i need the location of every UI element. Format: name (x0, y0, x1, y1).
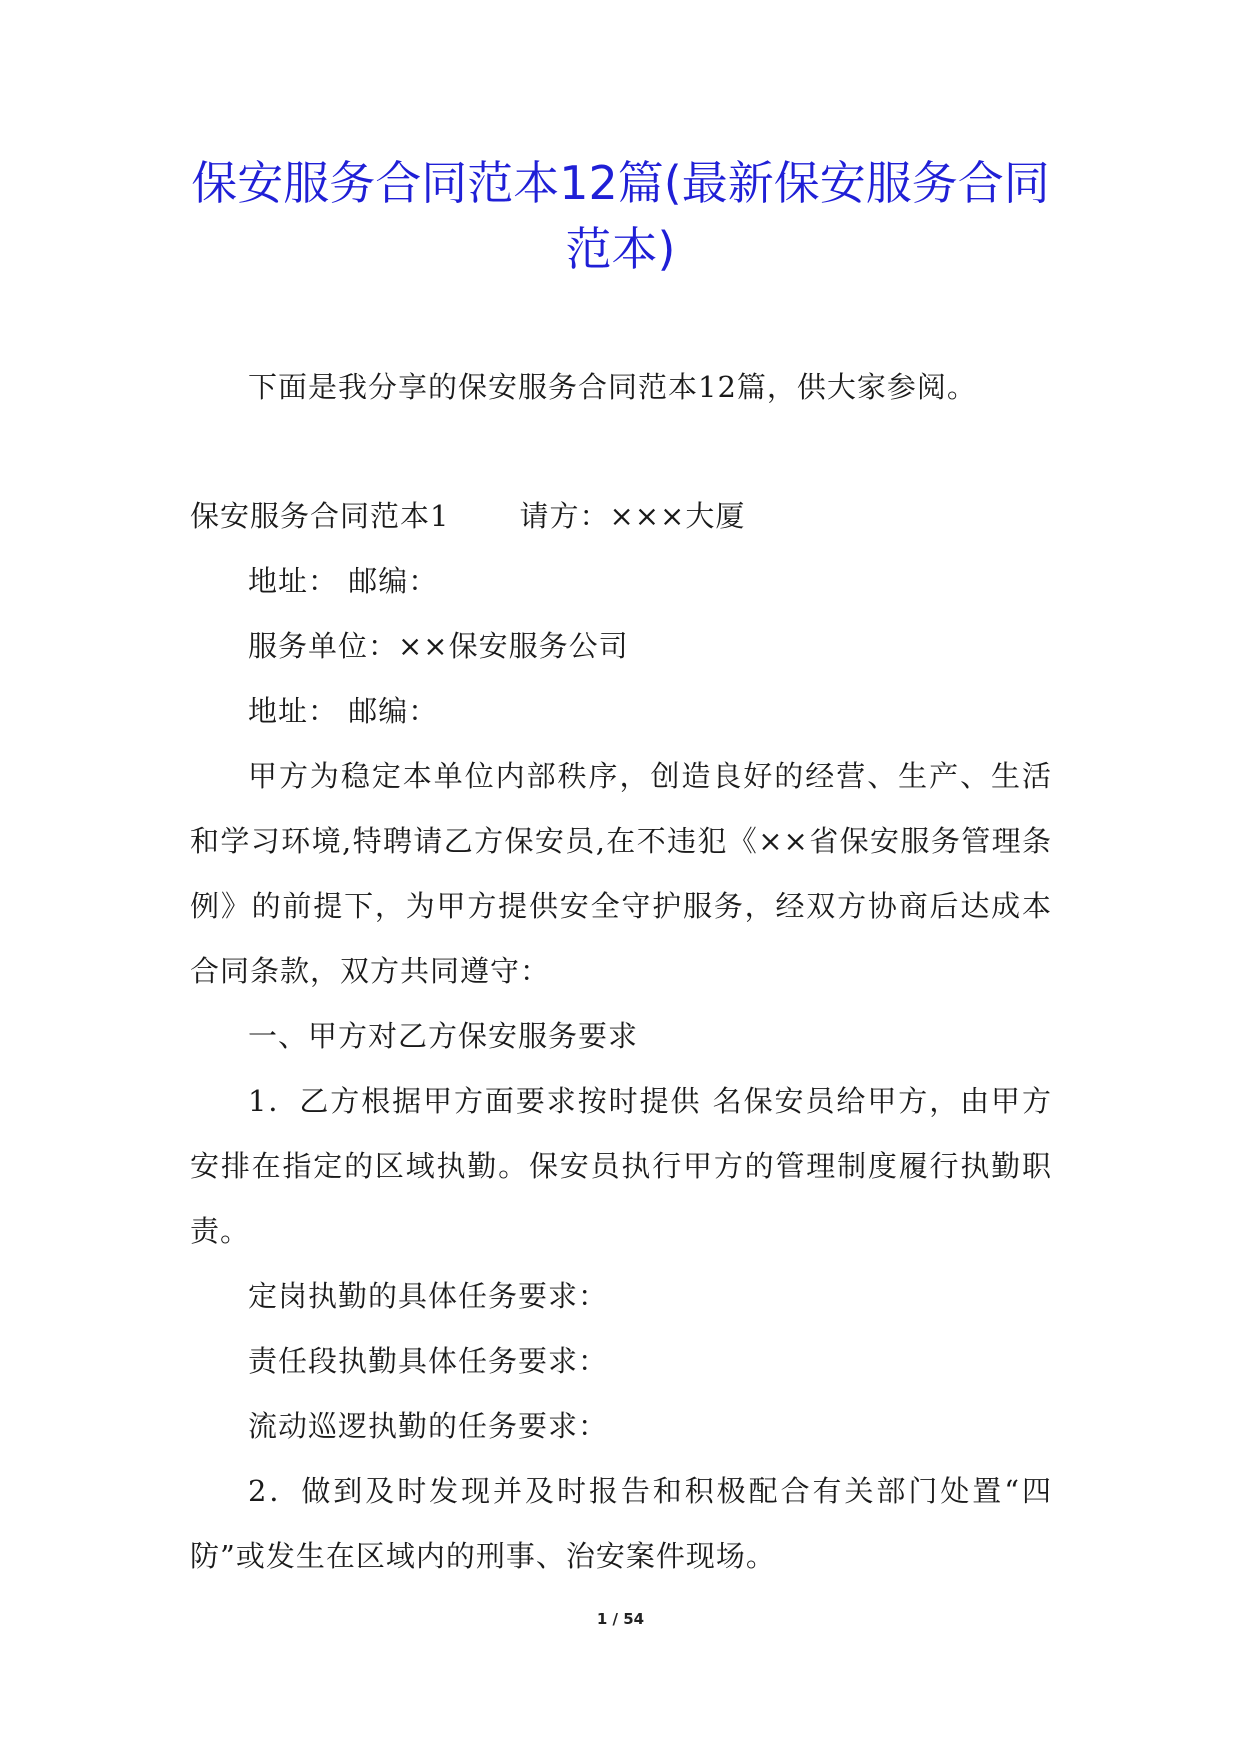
intro-paragraph: 下面是我分享的保安服务合同范本12篇，供大家参阅。 (248, 370, 977, 404)
document-title: 保安服务合同范本12篇(最新保安服务合同范本) (191, 156, 1050, 276)
task-patrol: 流动巡逻执勤的任务要求： (248, 1409, 609, 1443)
document-body (190, 355, 1052, 1589)
clause-item-1: 1．乙方根据甲方面要求按时提供 名保安员给甲方，由甲方安排在指定的区域执勤。保安员执行甲方的管理制度履行执勤职责。 (190, 1084, 1052, 1248)
task-responsibility-section: 责任段执勤具体任务要求： (248, 1344, 609, 1378)
task-fixed-post: 定岗执勤的具体任务要求： (248, 1279, 609, 1313)
service-unit-line: 服务单位：××保安服务公司 (248, 629, 629, 663)
address-line-2: 地址： 邮编： (248, 694, 439, 728)
section-heading: 保安服务合同范本1 (190, 499, 450, 533)
address-line-1: 地址： 邮编： (248, 564, 439, 598)
requester-line: 请方：×××大厦 (519, 499, 746, 533)
preamble-paragraph: 甲方为稳定本单位内部秩序，创造良好的经营、生产、生活和学习环境,特聘请乙方保安员,在不违犯《××省保安服务管理条例》的前提下，为甲方提供安全守护服务，经双方协商后达成本合同条款，双方共同遵守： (190, 759, 1052, 988)
clause-item-2: 2．做到及时发现并及时报告和积极配合有关部门处置“四防”或发生在区域内的刑事、治安案件现场。 (190, 1474, 1052, 1573)
clause-1-title: 一、甲方对乙方保安服务要求 (248, 1019, 639, 1053)
section-heading-line (190, 484, 1052, 549)
page-number: 1 / 54 (596, 1610, 645, 1628)
